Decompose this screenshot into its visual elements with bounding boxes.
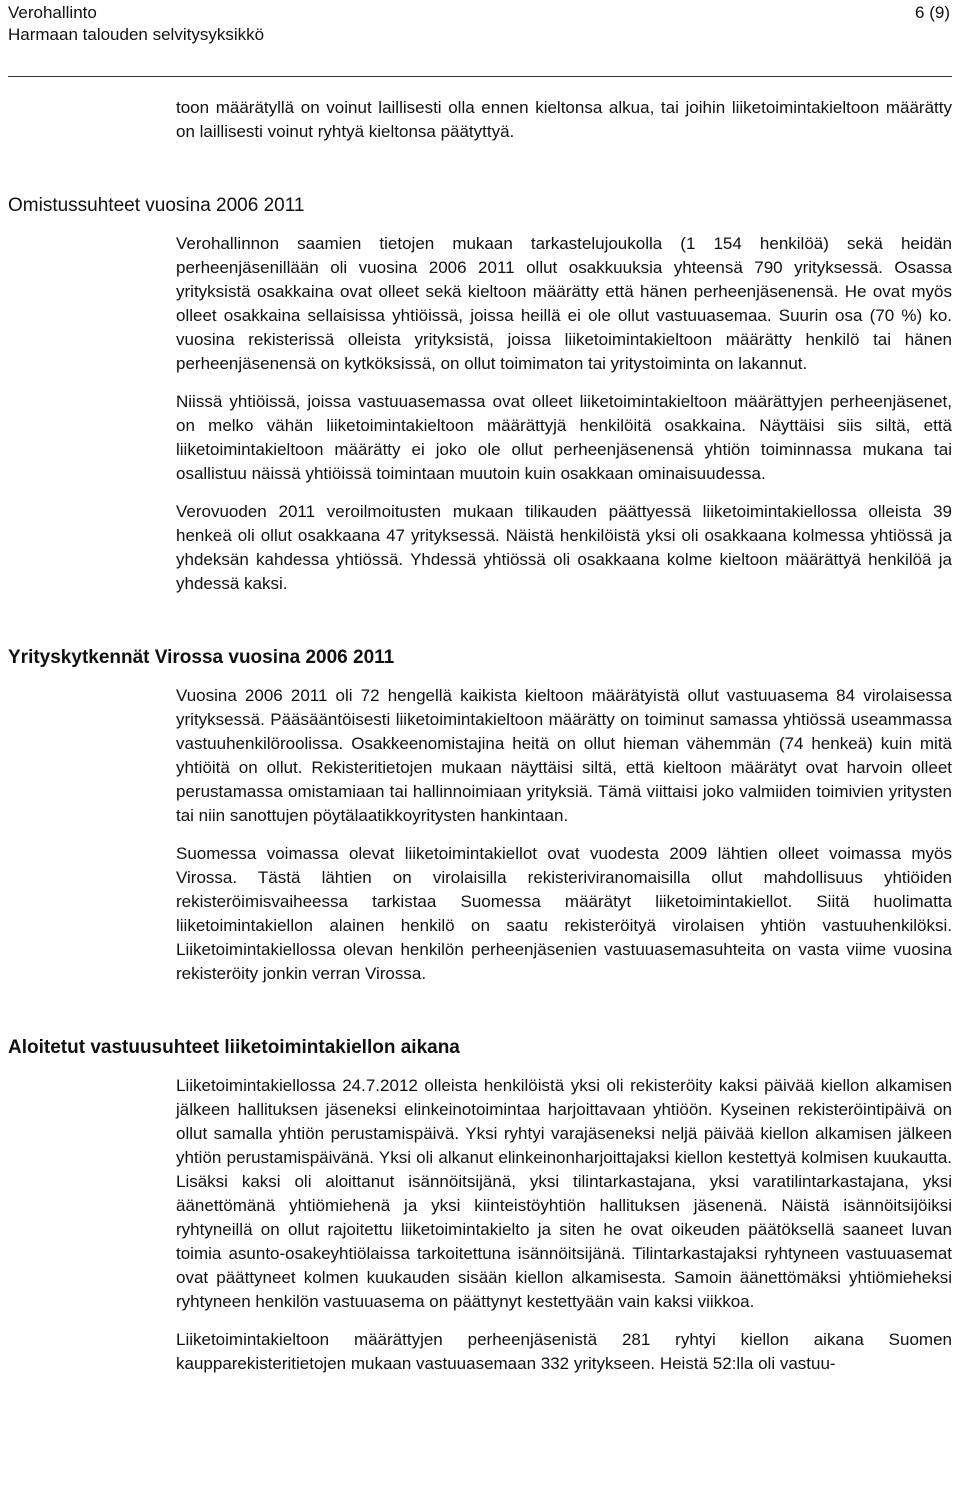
paragraph: Verohallinnon saamien tietojen mukaan tarkastelujoukolla (1 154 henkilöä) sekä heidän perheenjäsenillään oli vuosina 2006 2011 ollut osakkuuksia yhteensä 790 yrityksessä. Osassa yrityksistä osakkaina ovat olleet sekä kieltoon määrätty että hänen perheenjäsenensä. He ovat myös olleet osakkaina sellaisissa yhtiöissä, joissa heillä ei ole ollut vastuuasemaa. Suurin osa (70 %) ko. vuosina rekisterissä olleista yrityksistä, joissa liiketoimintakieltoon määrätty henkilö tai hänen perheenjäsenensä on kytköksissä, on ollut toimimaton tai yritystoiminta on lakannut. xyxy=(176,234,952,373)
header-unit: Harmaan talouden selvitysyksikkö xyxy=(8,25,265,44)
document-body xyxy=(0,96,960,1376)
paragraph: Verovuoden 2011 veroilmoitusten mukaan tilikauden päättyessä liiketoimintakiellossa olleista 39 henkeä oli ollut osakkaana 47 yrityksessä. Näistä henkilöistä yksi oli osakkaana kolmessa yhtiössä ja yhdeksän kahdessa yhtiössä. Yhdessä yhtiössä oli osakkaana kolme kieltoon määrättyä henkilöä ja yhdessä kaksi. xyxy=(176,502,952,593)
paragraph: Liiketoimintakieltoon määrättyjen perheenjäsenistä 281 ryhtyi kiellon aikana Suomen kaupparekisteritietojen mukaan vastuuasemaan 332 yritykseen. Heistä 52:lla oli vastuu- xyxy=(176,1330,952,1373)
section-heading-ownership: Omistussuhteet vuosina 2006 2011 xyxy=(8,195,305,216)
section-heading-responsibilities: Aloitetut vastuusuhteet liiketoimintakiellon aikana xyxy=(8,1037,460,1058)
page-number: 6 (9) xyxy=(915,3,950,22)
section-heading-estonia: Yrityskytkennät Virossa vuosina 2006 2011 xyxy=(8,647,395,668)
paragraph: Suomessa voimassa olevat liiketoimintakiellot ovat vuodesta 2009 lähtien olleet voimassa myös Virossa. Tästä lähtien on virolaisilla rekisteriviranomaisilla ollut mahdollisuus yhtiöiden rekisteröimisvaiheessa tarkistaa Suomessa määrätyt liiketoimintakiellot. Siitä huolimatta liiketoimintakiellon alainen henkilö on saatu rekisteröityä virolaisen yhtiön vastuuhenkilöksi. Liiketoimintakiellossa olevan henkilön perheenjäsenien vastuuasemasuhteita on vasta viime vuosina rekisteröity jonkin verran Virossa. xyxy=(176,844,952,983)
header-organization: Verohallinto xyxy=(8,3,97,22)
paragraph: Vuosina 2006 2011 oli 72 hengellä kaikista kieltoon määrätyistä ollut vastuuasema 84 virolaisessa yrityksessä. Pääsääntöisesti liiketoimintakieltoon määrätty on toiminut samassa yhtiössä useammassa vastuuhenkilöroolissa. Osakkeenomistajina heitä on ollut hieman vähemmän (74 henkeä) kuin mitä yhtiöitä on ollut. Rekisteritietojen mukaan näyttäisi siltä, että kieltoon määrätyt ovat harvoin olleet perustamassa omistamiaan tai hallinnoimiaan yrityksiä. Tämä viittaisi joko valmiiden toimivien yritysten tai niin sanottujen pöytälaatikkoyritysten hankintaan. xyxy=(176,686,952,825)
intro-paragraph: toon määrätyllä on voinut laillisesti olla ennen kieltonsa alkua, tai joihin liiketoimintakieltoon määrätty on laillisesti voinut ryhtyä kieltonsa päätyttyä. xyxy=(176,98,952,141)
paragraph: Liiketoimintakiellossa 24.7.2012 olleista henkilöistä yksi oli rekisteröity kaksi päivää kiellon alkamisen jälkeen hallituksen jäseneksi elinkeinotoimintaa harjoittavaan yhtiöön. Kyseinen rekisteröintipäivä on ollut samalla yhtiön perustamispäivä. Yksi ryhtyi varajäseneksi neljä päivää kiellon alkamisen jälkeen yhtiön perustamispäivänä. Yksi oli alkanut elinkeinonharjoittajaksi kiellon kestettyä kolmisen kuukautta. Lisäksi kaksi oli aloittanut isännöitsijänä, yksi tilintarkastajana, yksi varatilintarkastajana, yksi äänettömänä yhtiömiehenä ja yksi kiinteistöyhtiön hallituksen jäsenenä. Näistä isännöitsijöiksi ryhtyneillä on ollut rajoitettu liiketoimintakielto ja siten he ovat oikeuden päätöksellä saaneet luvan toimia asunto-osakeyhtiölaissa tarkoitettuna isännöitsijänä. Tilintarkastajaksi ryhtyneen vastuuasemat ovat päättyneet kolmen kuukauden sisään kiellon alkamisesta. Samoin äänettömäksi yhtiömieheksi ryhtyneen henkilön vastuuasema on päättynyt kestettyään vain kaksi viikkoa. xyxy=(176,1076,952,1311)
paragraph: Niissä yhtiöissä, joissa vastuuasemassa ovat olleet liiketoimintakieltoon määrättyjen perheenjäsenet, on melko vähän liiketoimintakieltoon määrättyjä henkilöitä osakkaina. Näyttäisi siis siltä, että liiketoimintakieltoon määrätty ei joko ole ollut perheenjäsenensä yhtiön toiminnassa mukana tai osallistuu näissä yhtiöissä toimintaan muutoin kuin osakkaan ominaisuudessa. xyxy=(176,392,952,483)
page-header xyxy=(8,2,952,77)
